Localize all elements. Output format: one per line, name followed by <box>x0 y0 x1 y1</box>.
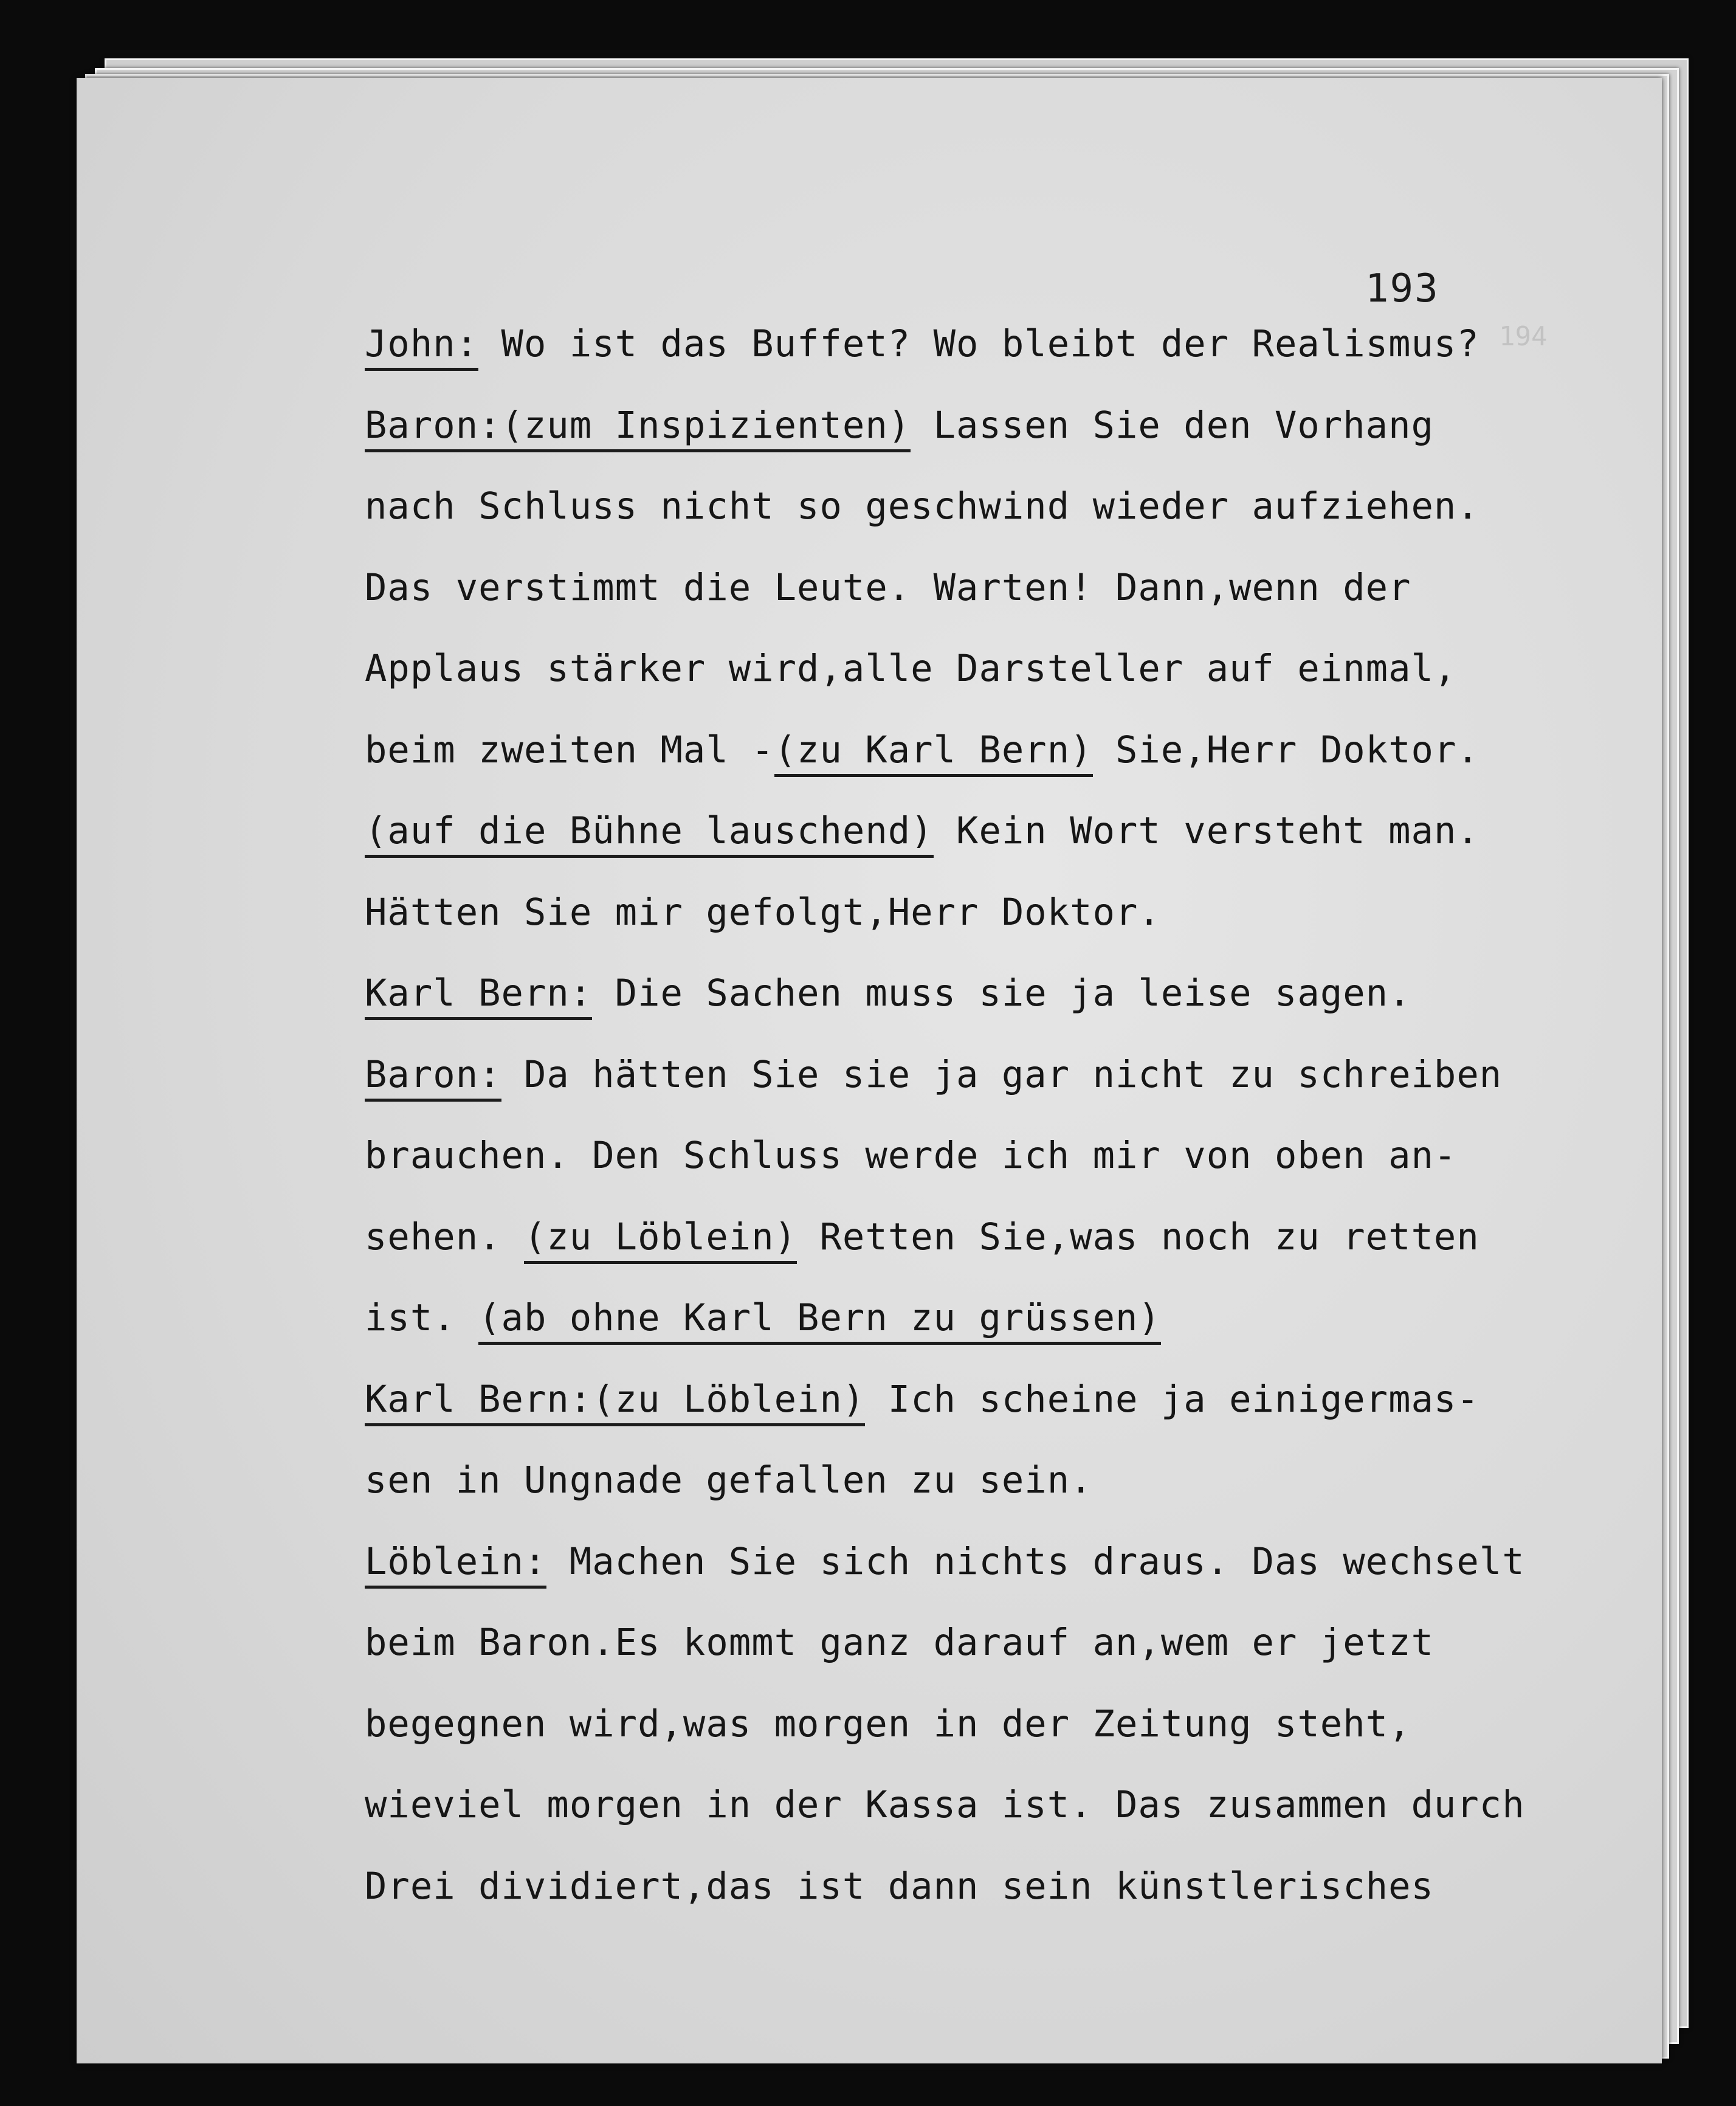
underlined-text: Baron: <box>365 404 501 452</box>
line-text: Ich scheine ja einigermas- <box>865 1378 1479 1421</box>
line-text: sen in Ungnade gefallen zu sein. <box>365 1459 1093 1502</box>
text-line <box>365 1603 1678 1684</box>
line-text: begegnen wird,was morgen in der Zeitung steht, <box>365 1702 1411 1745</box>
text-line <box>365 1197 1678 1279</box>
text-line <box>365 629 1678 710</box>
underlined-text: (ab ohne Karl Bern zu grüssen) <box>478 1297 1161 1345</box>
script-text <box>365 304 1678 1927</box>
line-text: Hätten Sie mir gefolgt,Herr Doktor. <box>365 891 1161 934</box>
text-line <box>365 466 1678 548</box>
line-text: Applaus stärker wird,alle Darsteller auf einmal, <box>365 647 1457 690</box>
show-through-page-number: 194 <box>1499 321 1548 352</box>
line-text: sehen. <box>365 1215 524 1258</box>
line-text: Sie,Herr Doktor. <box>1092 728 1479 772</box>
line-text: wieviel morgen in der Kassa ist. Das zusammen durch <box>365 1784 1525 1826</box>
text-line <box>365 1765 1678 1846</box>
underlined-text: (zu Karl Bern) <box>774 729 1093 777</box>
line-text: Die Sachen muss sie ja leise sagen. <box>592 972 1411 1015</box>
text-line <box>365 1522 1678 1603</box>
text-line <box>365 1035 1678 1116</box>
text-line <box>365 1278 1678 1359</box>
underlined-text: Karl Bern: <box>365 972 592 1020</box>
text-line <box>365 1684 1678 1766</box>
text-line <box>365 385 1678 467</box>
line-text: beim zweiten Mal - <box>365 728 774 772</box>
underlined-text: Löblein: <box>365 1541 546 1589</box>
line-text: Drei dividiert,das ist dann sein künstlerisches <box>365 1865 1434 1908</box>
text-line <box>365 1846 1678 1928</box>
text-line <box>365 1359 1678 1441</box>
page-number: 193 <box>1365 266 1439 311</box>
text-line <box>365 872 1678 954</box>
underlined-text: (zum Inspizienten) <box>501 404 911 452</box>
text-line <box>365 791 1678 872</box>
line-text: beim Baron.Es kommt ganz darauf an,wem er jetzt <box>365 1621 1434 1664</box>
line-text: Lassen Sie den Vorhang <box>911 404 1434 447</box>
text-line <box>365 710 1678 792</box>
underlined-text: John: <box>365 323 478 371</box>
line-text: Wo ist das Buffet? Wo bleibt der Realismus? <box>478 323 1479 365</box>
underlined-text: Karl Bern: <box>365 1378 592 1426</box>
underlined-text: (auf die Bühne lauschend) <box>365 810 934 858</box>
line-text: nach Schluss nicht so geschwind wieder aufziehen. <box>365 485 1479 528</box>
line-text: Da hätten Sie sie ja gar nicht zu schreiben <box>501 1053 1503 1096</box>
underlined-text: Baron: <box>365 1054 501 1102</box>
text-line <box>365 304 1678 385</box>
text-line <box>365 1116 1678 1197</box>
underlined-text: (zu Löblein) <box>524 1216 797 1264</box>
line-text: Kein Wort versteht man. <box>933 810 1479 852</box>
line-text: ist. <box>365 1297 479 1339</box>
text-line <box>365 548 1678 629</box>
text-line <box>365 953 1678 1035</box>
line-text: Machen Sie sich nichts draus. Das wechselt <box>546 1540 1525 1583</box>
line-text: Retten Sie,was noch zu retten <box>797 1215 1479 1258</box>
line-text: Das verstimmt die Leute. Warten! Dann,wenn der <box>365 566 1411 609</box>
line-text: brauchen. Den Schluss werde ich mir von oben an- <box>365 1134 1457 1177</box>
text-line <box>365 1440 1678 1522</box>
underlined-text: (zu Löblein) <box>592 1378 865 1426</box>
